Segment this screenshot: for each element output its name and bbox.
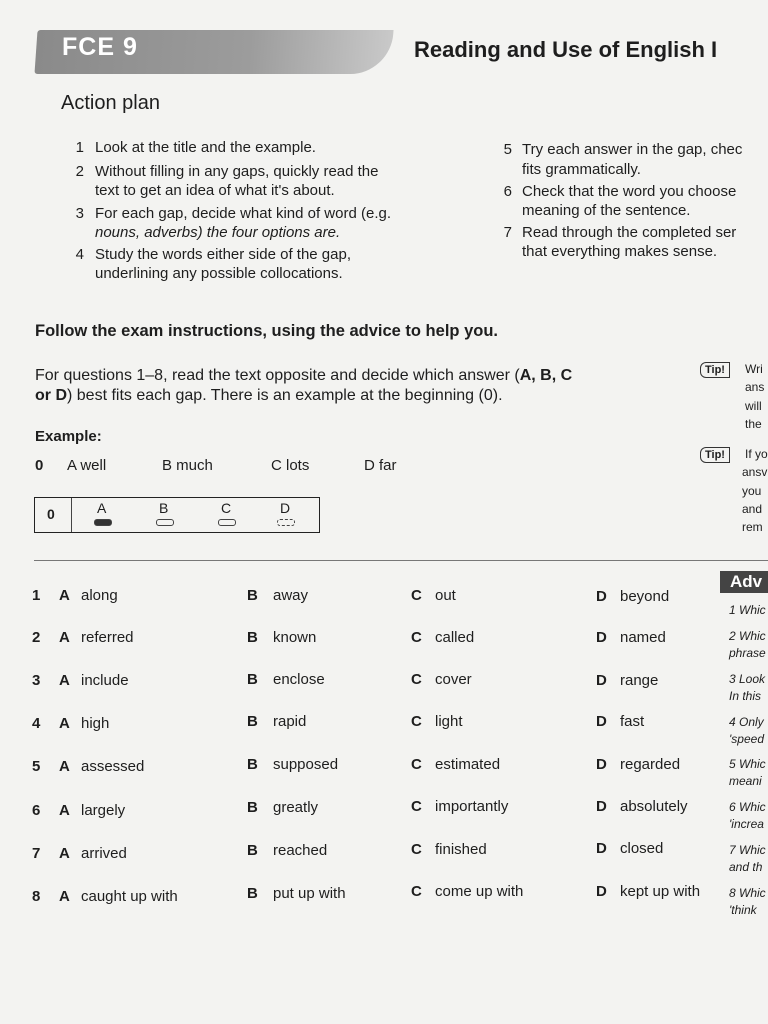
grid-divider [71, 498, 72, 532]
option-letter: A [59, 715, 70, 732]
option-letter: D [596, 588, 607, 605]
tip-badge: Tip! [700, 362, 730, 378]
advice-line: 2 Whic [729, 629, 766, 643]
step-number: 7 [503, 224, 512, 241]
option-d: kept up with [620, 883, 701, 900]
tip-text: will [745, 399, 762, 413]
instructions-text-part: ) best fits each gap. There is an example at the beginning (0). [67, 387, 503, 404]
option-letter: B [247, 842, 258, 859]
grid-number: 0 [47, 506, 55, 522]
option-c: cover [435, 671, 472, 688]
option-letter: B [247, 799, 258, 816]
option-d: closed [620, 840, 664, 857]
option-letter: C [411, 629, 422, 646]
option-letter: D [596, 756, 607, 773]
tip-text: you [742, 484, 762, 498]
question-number: 4 [32, 715, 41, 732]
step-text: Check that the word you choose [522, 183, 737, 200]
option-a: assessed [81, 758, 145, 775]
question-number: 5 [32, 758, 41, 775]
step-text: Try each answer in the gap, chec [522, 141, 743, 158]
instructions-text [35, 366, 572, 406]
step-number: 4 [75, 246, 84, 263]
step-text: Look at the title and the example. [95, 139, 316, 156]
tip-text: Wri [745, 362, 763, 376]
step-number: 1 [75, 139, 84, 156]
option-c: come up with [435, 883, 524, 900]
step-text: Study the words either side of the gap, [95, 246, 351, 263]
advice-line: 5 Whic [729, 757, 766, 771]
option-letter: C [411, 713, 422, 730]
option-c: finished [435, 841, 487, 858]
option-c: called [435, 629, 475, 646]
advice-line: meani [729, 774, 762, 788]
option-d: named [620, 629, 666, 646]
example-option: B much [162, 457, 213, 474]
advice-line: 'think [729, 903, 757, 917]
option-letter: C [411, 798, 422, 815]
step-number: 2 [75, 163, 84, 180]
action-plan-title: Action plan [61, 92, 160, 114]
instructions-options: or D [35, 387, 67, 404]
option-letter: A [59, 888, 70, 905]
option-letter: D [596, 798, 607, 815]
option-a: high [81, 715, 110, 732]
example-option: A well [67, 457, 107, 474]
advice-line: 3 Look [729, 672, 766, 686]
option-letter: A [59, 758, 70, 775]
page-title: Reading and Use of English I [414, 37, 718, 62]
option-letter: C [411, 671, 422, 688]
option-letter: B [247, 885, 258, 902]
option-letter: B [247, 713, 258, 730]
option-letter: A [59, 802, 70, 819]
step-text: Read through the completed ser [522, 224, 737, 241]
advice-line: 1 Whic [729, 603, 766, 617]
tip-text: and [742, 502, 763, 516]
option-letter: A [59, 672, 70, 689]
option-b: enclose [273, 671, 325, 688]
option-d: range [620, 672, 659, 689]
step-number: 6 [503, 183, 512, 200]
example-answer-grid [34, 497, 320, 533]
step-text: Without filling in any gaps, quickly read the [95, 163, 379, 180]
tip-text: the [745, 417, 762, 431]
advice-line: 'increa [729, 817, 764, 831]
option-b: reached [273, 842, 328, 859]
tip-text: If yo [745, 447, 768, 461]
option-letter: B [247, 671, 258, 688]
question-number: 8 [32, 888, 41, 905]
grid-letter: B [159, 500, 169, 516]
step-text: fits grammatically. [522, 161, 641, 178]
advice-heading: Adv [720, 571, 768, 593]
option-letter: C [411, 587, 422, 604]
step-text: nouns, adverbs) the four options are. [95, 224, 341, 241]
option-b: known [273, 629, 317, 646]
option-letter: A [59, 845, 70, 862]
option-b: rapid [273, 713, 307, 730]
option-letter: D [596, 672, 607, 689]
instructions-text-part: For questions 1–8, read the text opposite and decide which answer ( [35, 367, 520, 384]
option-a: arrived [81, 845, 127, 862]
option-d: fast [620, 713, 645, 730]
answer-bubble [277, 519, 295, 526]
step-text: text to get an idea of what it's about. [95, 182, 335, 199]
answer-bubble [156, 519, 174, 526]
option-b: put up with [273, 885, 346, 902]
option-d: regarded [620, 756, 681, 773]
tip-text: ansv [742, 465, 768, 479]
tip-text: rem [742, 520, 763, 534]
option-letter: B [247, 756, 258, 773]
step-number: 5 [503, 141, 512, 158]
option-letter: C [411, 883, 422, 900]
advice-line: phrase [729, 646, 766, 660]
option-c: estimated [435, 756, 501, 773]
advice-line: 4 Only [729, 715, 764, 729]
option-letter: D [596, 713, 607, 730]
advice-line: 8 Whic [729, 886, 766, 900]
option-c: light [435, 713, 463, 730]
option-a: caught up with [81, 888, 178, 905]
example-option: D far [364, 457, 397, 474]
unit-code: FCE 9 [62, 33, 138, 61]
advice-line: 6 Whic [729, 800, 766, 814]
option-d: absolutely [620, 798, 688, 815]
option-letter: D [596, 840, 607, 857]
step-number: 3 [75, 205, 84, 222]
option-b: away [273, 587, 309, 604]
grid-letter: C [221, 500, 232, 516]
option-d: beyond [620, 588, 670, 605]
tip-badge: Tip! [700, 447, 730, 463]
step-text: underlining any possible collocations. [95, 265, 343, 282]
grid-letter: A [97, 500, 107, 516]
option-letter: B [247, 587, 258, 604]
option-letter: C [411, 756, 422, 773]
option-a: along [81, 587, 118, 604]
option-a: referred [81, 629, 134, 646]
answer-bubble [218, 519, 236, 526]
grid-letter: D [280, 500, 291, 516]
step-text: that everything makes sense. [522, 243, 718, 260]
advice-line: 'speed [729, 732, 764, 746]
question-number: 7 [32, 845, 41, 862]
advice-line: 7 Whic [729, 843, 766, 857]
advice-line: and th [729, 860, 763, 874]
question-number: 1 [32, 587, 41, 604]
option-letter: A [59, 587, 70, 604]
option-b: supposed [273, 756, 339, 773]
instructions-options: A, B, C [519, 367, 573, 384]
tip-text: ans [745, 380, 765, 394]
option-c: out [435, 587, 456, 604]
example-number: 0 [35, 457, 44, 474]
question-number: 2 [32, 629, 41, 646]
option-letter: C [411, 841, 422, 858]
step-text: For each gap, decide what kind of word (e.g. [95, 205, 392, 222]
question-number: 6 [32, 802, 41, 819]
example-option: C lots [271, 457, 310, 474]
advice-line: In this [729, 689, 762, 703]
option-a: include [81, 672, 129, 689]
option-letter: D [596, 629, 607, 646]
option-letter: B [247, 629, 258, 646]
step-text: meaning of the sentence. [522, 202, 691, 219]
answer-bubble-filled [94, 519, 112, 526]
example-label: Example: [35, 428, 102, 445]
section-divider [34, 560, 768, 561]
question-number: 3 [32, 672, 41, 689]
option-c: importantly [435, 798, 509, 815]
option-b: greatly [273, 799, 319, 816]
option-a: largely [81, 802, 126, 819]
option-letter: D [596, 883, 607, 900]
option-letter: A [59, 629, 70, 646]
instructions-heading: Follow the exam instructions, using the advice to help you. [35, 322, 498, 340]
